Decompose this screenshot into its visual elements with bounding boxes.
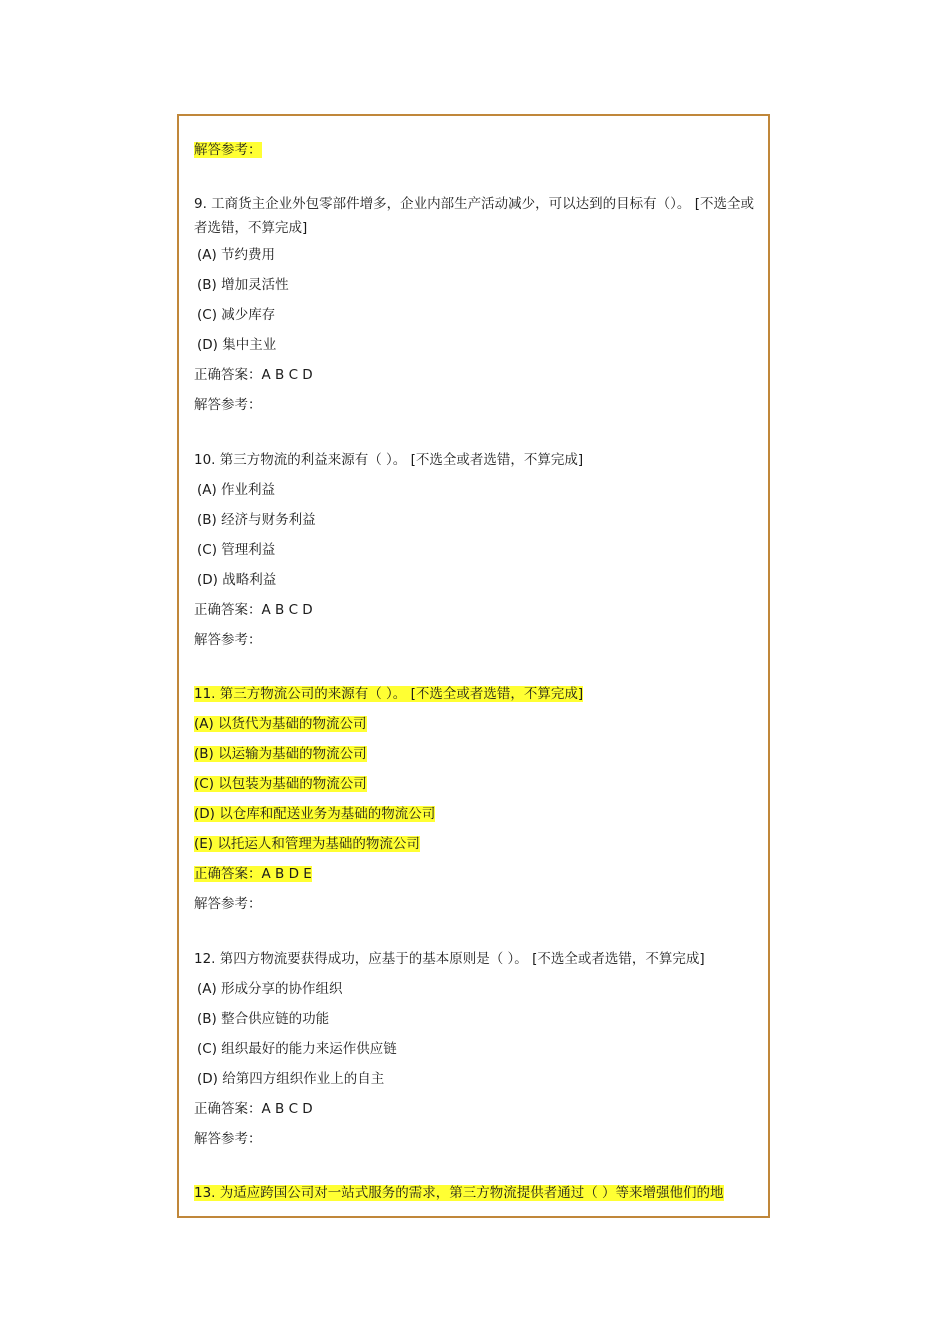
option-c: (C) 组织最好的能力来运作供应链 — [197, 1041, 397, 1057]
option-b: (B) 整合供应链的功能 — [197, 1011, 330, 1027]
reference-label: 解答参考： — [194, 896, 262, 912]
option-c: (C) 减少库存 — [197, 307, 276, 323]
option-e: (E) 以托运人和管理为基础的物流公司 — [194, 836, 420, 852]
option-d: (D) 战略利益 — [197, 572, 277, 588]
question-stem: 12. 第四方物流要获得成功，应基于的基本原则是（ ）。 [不选全或者选错，不算完成] — [194, 951, 705, 967]
reference-label: 解答参考： — [194, 397, 262, 413]
option-d: (D) 集中主业 — [197, 337, 277, 353]
option-d: (D) 给第四方组织作业上的自主 — [197, 1071, 385, 1087]
correct-answer: 正确答案：A B C D — [194, 602, 313, 618]
correct-answer: 正确答案：A B D E — [194, 866, 312, 882]
option-c: (C) 以包装为基础的物流公司 — [194, 776, 367, 792]
question-stem: 10. 第三方物流的利益来源有（ ）。 [不选全或者选错，不算完成] — [194, 452, 584, 468]
option-b: (B) 以运输为基础的物流公司 — [194, 746, 367, 762]
question-stem: 9. 工商货主企业外包零部件增多，企业内部生产活动减少，可以达到的目标有（）。 [不选全或者选错，不算完成] — [194, 196, 754, 236]
correct-answer: 正确答案：A B C D — [194, 367, 313, 383]
document-frame — [177, 114, 770, 1218]
option-c: (C) 管理利益 — [197, 542, 276, 558]
option-a: (A) 形成分享的协作组织 — [197, 981, 343, 997]
question-stem: 11. 第三方物流公司的来源有（ ）。 [不选全或者选错，不算完成] — [194, 686, 584, 702]
option-a: (A) 作业利益 — [197, 482, 276, 498]
question-stem: 13. 为适应跨国公司对一站式服务的需求，第三方物流提供者通过（ ）等来增强他们的地 — [194, 1185, 724, 1201]
option-a: (A) 以货代为基础的物流公司 — [194, 716, 367, 732]
reference-label: 解答参考： — [194, 142, 262, 158]
option-b: (B) 经济与财务利益 — [197, 512, 316, 528]
reference-label: 解答参考： — [194, 1131, 262, 1147]
correct-answer: 正确答案：A B C D — [194, 1101, 313, 1117]
option-a: (A) 节约费用 — [197, 247, 276, 263]
option-b: (B) 增加灵活性 — [197, 277, 289, 293]
reference-label: 解答参考： — [194, 632, 262, 648]
option-d: (D) 以仓库和配送业务为基础的物流公司 — [194, 806, 436, 822]
